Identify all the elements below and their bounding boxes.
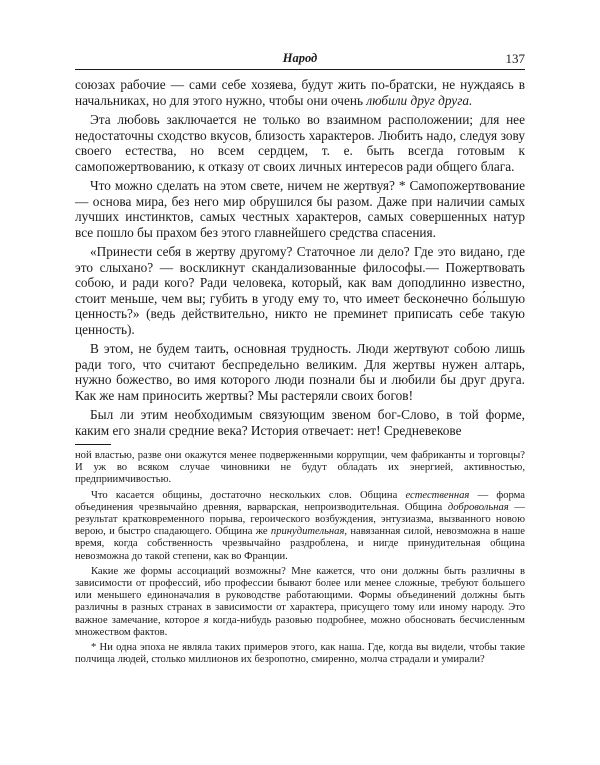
paragraph-6: Был ли этим необходимым связующим звеном бог-Слово, в той форме, каким его знали средние века? История отвечает: нет! Средневекове [75, 407, 525, 438]
footnote-continued: ной властью, разве они окажутся менее подверженными коррупции, чем фабриканты и торговцы? И уж во всяком случае чиновники не будут обладать их энергией, активностью, предприимчивостью. [75, 450, 525, 486]
footnote-community-text-c: — результат кратковременного порыва, героического возбуждения, энтузиазма, вызванного новою верою, и быстро спадающего. Община же [75, 501, 525, 538]
footnote-community [75, 490, 525, 563]
footnotes [75, 450, 525, 666]
footnote-community-text-b: — форма объединения чрезвычайно древняя, варварская, непроизводительная. Община [75, 489, 525, 513]
footnote-associations-text-a: Какие же формы ассоциаций возможны? Мне кажется, что они должны быть различны в зависимости от профессий, ибо профессии бывают более или менее сложные, требуют большего или меньшего единоначалия в руководстве работающими. Формы объединений должны быть различны в разных странах в зависимости от характера, присущего тому или иному народу. Это важное замечание, которое [75, 565, 525, 626]
paragraph-3: Что можно сделать на этом свете, ничем не жертвуя? * Самопожертвование — основа мира, без него мир обрушился бы разом. Даже при наличии самых лучших инстинктов, самых честных характеров, самых совершенных натур все пошло бы прахом без этого главнейшего средства спасения. [75, 178, 525, 240]
book-page [75, 47, 525, 666]
footnote-community-emphasis-1: естественная [405, 489, 470, 501]
paragraph-2: Эта любовь заключается не только во взаимном расположении; для нее недостаточны сходство вкусов, близость характеров. Любить надо, следуя зову своего естества, но всем сердцем, т. е. быть всегда готовым к самопожертвованию, к отказу от своих личных интересов ради общего блага. [75, 112, 525, 174]
paragraph-1-emphasis: любили друг друга. [366, 92, 473, 108]
page-number: 137 [505, 51, 525, 66]
paragraph-5: В этом, не будем таить, основная трудность. Люди жертвуют собою лишь ради того, что считают беспредельно великим. Для жертвы нужен алтарь, нужно божество, во имя которого люди познали бы и любили бы друг друга. Как же нам приносить жертвы? Мы растеряли своих богов! [75, 341, 525, 403]
footnote-associations [75, 566, 525, 639]
footnote-associations-text-b: когда-нибудь разовью подробнее, можно обосновать бесчисленным множеством фактов. [75, 614, 525, 638]
footnote-community-text-a: Что касается общины, достаточно нескольких слов. Община [91, 489, 406, 501]
footnote-community-emphasis-2: добровольная [447, 501, 509, 513]
footnote-separator [75, 444, 111, 445]
running-title: Народ [282, 51, 318, 65]
paragraph-4: «Принести себя в жертву другому? Статочное ли дело? Где это видано, где это слыхано? — воскликнут скандализованные философы.— Пожертвовать собою, и ради кого? Ради человека, который, как вам доподлинно известно, стоит меньше, чем вы; губить в угоду ему то, что имеет бесконечно бо́льшую ценность?» (ведь действительно, никто не преминет приписать себе такую ценность). [75, 244, 525, 337]
main-text [75, 77, 525, 438]
page-header [75, 47, 525, 69]
footnote-asterisk: * Ни одна эпоха не являла таких примеров этого, как наша. Где, когда вы видели, чтобы такие полчища людей, столько миллионов их безропотно, смиренно, молча страдали и умирали? [75, 642, 525, 666]
paragraph-continued [75, 77, 525, 108]
footnote-community-text-d: , навязанная силой, невозможна в наше время, когда собственность чрезвычайно раздроблена, и нигде принудительная община невозможна до такой степени, как во Франции. [75, 526, 525, 562]
paragraph-1-text: союзах рабочие — сами себе хозяева, будут жить по-братски, не нуждаясь в начальниках, но для этого нужно, чтобы они очень [75, 77, 525, 108]
footnote-associations-emphasis: я [203, 614, 209, 626]
footnote-community-emphasis-3: принудительная [270, 526, 345, 538]
header-rule [75, 69, 525, 70]
